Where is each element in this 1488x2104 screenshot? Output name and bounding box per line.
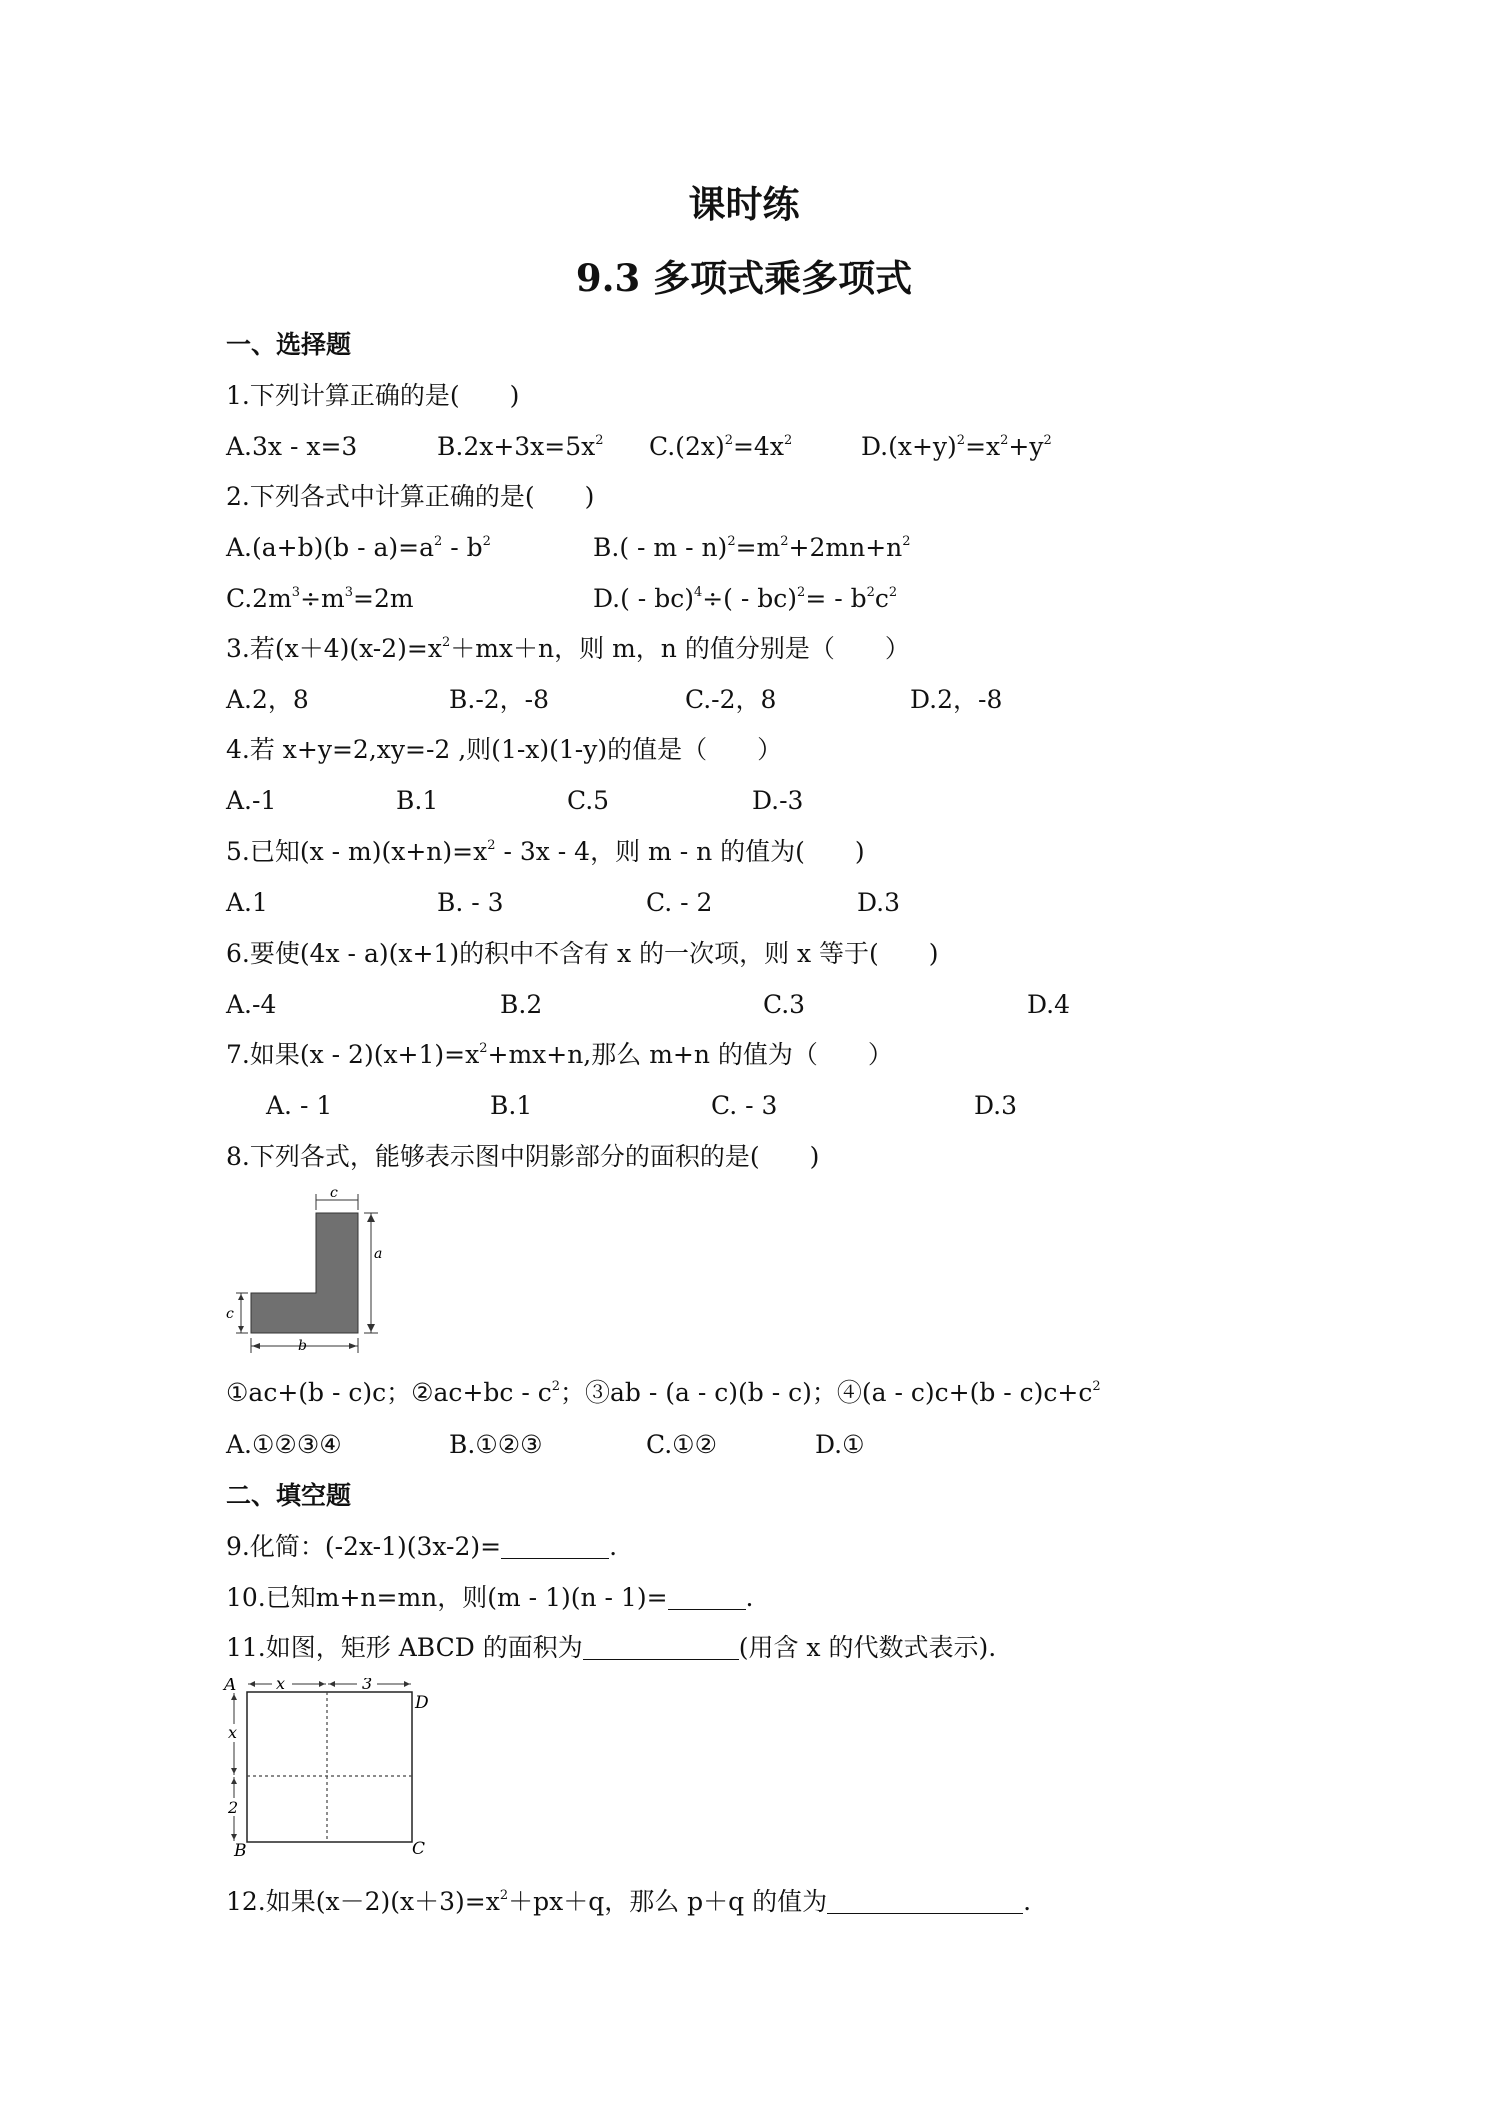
q3-option-a: A.2，8: [226, 685, 309, 714]
q7-option-b: B.1: [490, 1091, 533, 1120]
question-10: 10.已知m+n=mn，则(m - 1)(n - 1)= .: [226, 1583, 754, 1612]
q3-option-b: B.-2，-8: [449, 685, 550, 714]
q8-option-c: C.①②: [646, 1430, 718, 1459]
q8-option-b: B.①②③: [449, 1430, 543, 1459]
q4-option-b: B.1: [396, 786, 439, 815]
q5-option-c: C. - 2: [646, 888, 713, 917]
question-7-stem: 7.如果$(x - 2)(x+1)=x^2+mx+n$,那么 m+n 的值为（ ）: [226, 1040, 893, 1069]
q6-option-b: B.2: [500, 990, 543, 1019]
question-3-stem: 3.若$(x+4)(x-2)=x^2+mx+n$，则 m，n 的值分别是（ ）: [226, 634, 910, 663]
question-1-stem: 1.下列计算正确的是( ): [226, 381, 520, 410]
l-shape-figure: [226, 1188, 406, 1358]
section-heading-choice: 一、选择题: [226, 330, 352, 359]
question-4-stem: 4.若 x+y=2,xy=-2 ,则(1-x)(1-y)的值是（ ）: [226, 735, 783, 764]
label-c-left: c: [226, 1306, 234, 1322]
question-6-stem: 6.要使(4x - a)(x+1)的积中不含有 x 的一次项，则 x 等于( ): [226, 939, 939, 968]
vertex-c-label: C: [412, 1839, 426, 1858]
q7-option-a: A. - 1: [266, 1091, 333, 1120]
q5-option-d: D.3: [857, 888, 901, 917]
q11-answer-blank[interactable]: [583, 1635, 739, 1660]
q3-option-d: D.2，-8: [910, 685, 1003, 714]
q1-option-d: $D.(x+y)^2=x^2+y^2$: [861, 432, 1052, 461]
q6-option-a: A.-4: [226, 990, 277, 1019]
label-x-top: x: [276, 1678, 286, 1693]
q4-option-c: C.5: [567, 786, 610, 815]
q5-option-a: A.1: [226, 888, 268, 917]
worksheet-title: 课时练: [688, 182, 800, 226]
question-11: 11.如图，矩形 ABCD 的面积为 (用含 x 的代数式表示).: [226, 1633, 997, 1662]
q8-expressions: ①ac+(b - c)c；②ac+bc - $c^2$；③ab - (a - c)(b - c)；④(a - $c)c+(b - c)c+c^2$: [226, 1378, 1101, 1407]
q4-option-d: D.-3: [752, 786, 804, 815]
q4-option-a: A.-1: [226, 786, 277, 815]
lesson-subtitle: 9.3 多项式乘多项式: [575, 256, 913, 300]
q2-option-b: $B.( - m - n)^2=m^2+2mn+n^2$: [593, 533, 911, 562]
section-heading-fill: 二、填空题: [226, 1481, 352, 1510]
question-5-stem: 5.已知$(x - m)(x+n)=x^2 - 3x - 4$，则 m - n 的值为( ): [226, 837, 865, 866]
vertex-d-label: D: [415, 1693, 429, 1713]
vertex-a-label: A: [224, 1678, 237, 1695]
label-three-top: 3: [362, 1678, 373, 1693]
label-c-top: c: [330, 1188, 338, 1201]
rectangle-abcd-figure: [222, 1678, 442, 1858]
q8-option-a: A.①②③④: [226, 1430, 342, 1459]
question-12: 12.如果$(x-2)(x+3)=x^2+px+q$，那么 p＋q 的值为 .: [226, 1887, 1032, 1916]
q8-option-d: D.①: [815, 1430, 865, 1459]
q6-option-c: C.3: [763, 990, 806, 1019]
q2-option-d: $D.( - bc)^4\div( - bc)^2= - b^2c^2$: [593, 584, 898, 613]
q3-option-c: C.-2，8: [685, 685, 777, 714]
q12-answer-blank[interactable]: [827, 1889, 1023, 1914]
q1-option-b: $B.2x+3x=5x^2$: [437, 432, 604, 461]
q1-option-a: A.3x - x=3: [226, 432, 358, 461]
q1-option-c: $C.(2x)^2=4x^2$: [649, 432, 793, 461]
vertex-b-label: B: [234, 1841, 247, 1858]
label-two-left: 2: [228, 1798, 239, 1817]
question-8-stem: 8.下列各式，能够表示图中阴影部分的面积的是( ): [226, 1142, 820, 1171]
q5-option-b: B. - 3: [437, 888, 504, 917]
q7-option-c: C. - 3: [711, 1091, 778, 1120]
label-a-right: a: [374, 1246, 383, 1262]
q9-answer-blank[interactable]: [501, 1534, 609, 1559]
label-x-left: x: [228, 1723, 238, 1742]
q2-option-c: $C.2m^3\div m^3=2m$: [226, 584, 414, 613]
label-b-bottom: b: [298, 1338, 307, 1354]
question-2-stem: 2.下列各式中计算正确的是( ): [226, 482, 595, 511]
rectangle-abcd: [247, 1692, 412, 1842]
q7-option-d: D.3: [974, 1091, 1018, 1120]
q2-option-a: $A.(a+b)(b - a)=a^2 - b^2$: [226, 533, 491, 562]
shaded-region: [251, 1213, 358, 1333]
question-9: 9.化简：(-2x-1)(3x-2)= .: [226, 1532, 618, 1561]
q10-answer-blank[interactable]: [668, 1585, 746, 1610]
q6-option-d: D.4: [1027, 990, 1071, 1019]
